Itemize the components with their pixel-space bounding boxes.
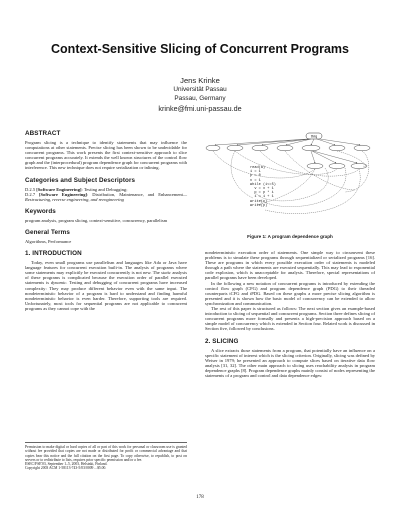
category-code-2: D.2.7 xyxy=(25,191,36,197)
abstract-text: Program slicing is a technique to identify statements that may influence the computations at other statements. Precise slicing has been shown to be undecidable for concurrent programs. This work presents the first context-sensitive approach to slice concurrent programs accurately. It extends the well known structures of the control flow graph and the (interprocedural) program dependence graph for concurrent programs with interference. This new technique does not require serialization or inlining. xyxy=(25,140,187,171)
keywords-section xyxy=(25,208,187,223)
copyright-notice xyxy=(25,442,187,471)
graph-node xyxy=(329,145,345,151)
graph-node xyxy=(354,145,370,151)
graph-nodes-loop xyxy=(307,163,367,168)
figure-1 xyxy=(205,130,375,245)
code-line: write(p) xyxy=(250,203,268,208)
code-line: v = 1 xyxy=(250,178,261,183)
code-line: i = i + 1 xyxy=(250,195,274,200)
code-line: i = 1 xyxy=(250,170,261,175)
copyright-text: Permission to make digital or hard copies of all or part of this work for personal or classroom use is granted without fee provided that copies are not made or distributed for profit or commercial advantage and that copies bear this notice and the full citation on the first page. To copy otherwise, to republish, to post on servers or to redistribute to lists, requires prior specific permission and/or a fee. xyxy=(25,445,187,462)
graph-nodes-row xyxy=(206,145,370,151)
introduction-heading: 1. INTRODUCTION xyxy=(25,250,82,258)
intro-text-b: analysis of these programs is complicated because the execution order of parallel executed statements is xyxy=(25,270,187,286)
slicing-heading: 2. SLICING xyxy=(205,337,239,345)
right-paragraph-2: In the following a new notation of concurrent programs is introduced by extending the control flow graph (CFG) and program dependence graph (PDG) to their threaded counterparts tCFG and tPDG. Based on these graphs a more precise slicing algorithm is presented and it is shown how the basic model of concurrency can be extended to allow synchronization and communication. xyxy=(205,280,375,306)
intro-text-a: Today, even small programs use parallelism and languages like Ada or Java have language features for concurrent execution built-in. The analysis of programs where some statements may explicitly be executed concurrently is not new. The xyxy=(25,260,187,276)
categories-text xyxy=(25,187,187,202)
abstract-heading: ABSTRACT xyxy=(25,130,61,137)
slicing-paragraph: A slice extracts those statements from a program, that potentially have an influence on a specific statement of interest which is the slicing criterion. Originally, slicing was defined by Weiser in 1979; he presented an approach to compute slices based on iterative data flow analysis [31, 32]. The other main approach to slicing uses reachability analysis in program dependence graphs [8]. Program dependence graphs mainly consist of nodes representing the statements of a program and control and data dependence edges: xyxy=(205,347,375,378)
graph-node xyxy=(329,163,345,168)
keywords-heading: Keywords xyxy=(25,207,56,215)
category-name-2: [Software Engineering] xyxy=(39,191,88,197)
code-listing xyxy=(250,166,276,208)
graph-data-edges xyxy=(213,151,369,214)
copyright-line: Copyright 2003 ACM 1-58113-743-5/03/0009 ...$5.00. xyxy=(25,466,107,471)
left-column xyxy=(25,130,187,317)
graph-node xyxy=(302,145,320,151)
author-email[interactable]: krinke@fmi.uni-passau.de xyxy=(158,104,242,113)
general-terms-heading: General Terms xyxy=(25,228,70,236)
abstract-section xyxy=(25,130,187,171)
code-line: p = p * i xyxy=(250,191,274,196)
graph-control-edges xyxy=(215,139,360,145)
intro-italic-static: static xyxy=(161,270,172,276)
graph-node xyxy=(252,145,268,151)
right-paragraph-1: nondeterministic execution order of statements. One simple way to circumvent these problems is to simulate these programs through sequentialized or serialized programs [16]. These are programs in which every possible execution order of statements is modeled through a path where the statements are executed sequentially. This may lead to exponential code explosion, which is unacceptable for analysis. Therefore, special representations of parallel programs have been developed. xyxy=(205,250,375,281)
dependence-graph xyxy=(205,130,375,234)
graph-node-root-label: thrq xyxy=(310,134,318,139)
general-terms-text: Algorithms, Performance xyxy=(25,238,72,244)
author-block xyxy=(0,76,400,113)
category-desc-2: : Distribution, Maintenance, and Enhancement xyxy=(87,191,183,197)
category-name-1: [Software Engineering] xyxy=(36,186,82,192)
affiliation-line-1: Universität Passau xyxy=(173,86,227,93)
introduction-section xyxy=(25,250,187,311)
figure-caption: Figure 1: A program dependence graph xyxy=(247,234,333,239)
copyright-venue: ESEC/FSE'03, September 1–5, 2003, Helsinki, Finland. xyxy=(25,462,108,467)
introduction-paragraph xyxy=(25,260,187,311)
intro-text-c: . Testing and debugging of concurrent programs have increased complexity: They may produce different behavior even with the same input. The nondeterministic behavior of a program is hard to understand and finding harmful nondeterministic behavior is even harder. Therefore, supporting tools are required. Unfortunately, most tools for sequential programs are not applicable to concurrent programs as they cannot cope with the xyxy=(25,280,187,311)
author-name: Jens Krinke xyxy=(180,76,220,85)
code-line: read(a) xyxy=(250,166,266,170)
category-desc-1: : Testing and Debugging; xyxy=(81,186,128,192)
graph-node xyxy=(206,145,220,151)
graph-node xyxy=(227,145,243,151)
graph-node xyxy=(277,145,293,151)
page-number: 178 xyxy=(196,495,204,500)
intro-italic-dynamic: dynamic xyxy=(50,280,67,286)
graph-node xyxy=(307,163,323,168)
code-line: p = 0 xyxy=(250,174,261,179)
categories-heading: Categories and Subject Descriptors xyxy=(25,176,136,184)
category-code-1: D.2.5 xyxy=(25,186,36,192)
code-line: v = x + 1 xyxy=(250,187,274,192)
code-line: write(v) xyxy=(250,199,268,204)
graph-loop-edges xyxy=(311,151,357,163)
code-line: while (i<=5) xyxy=(250,182,276,187)
affiliation-line-2: Passau, Germany xyxy=(174,95,226,102)
right-column xyxy=(205,250,375,378)
keywords-text: program analysis, program slicing, context-sensitive, concurrency, parallelism xyxy=(25,217,168,223)
general-terms-section xyxy=(25,229,187,244)
categories-section xyxy=(25,177,187,202)
category-desc-2-italic: —Restructuring, reverse engineering, and reengineering xyxy=(25,191,187,202)
paper-title: Context-Sensitive Slicing of Concurrent Programs xyxy=(51,42,349,56)
right-paragraph-3: The rest of this paper is structured as follows: The next section gives an example-based introduction to slicing of sequential and concurrent programs. Section three defines slicing of concurrent programs more formally and presents a high-precision approach based on a simple model of concurrency which is extended in Section four. Related work is discussed in Section five, followed by conclusions. xyxy=(205,306,375,332)
